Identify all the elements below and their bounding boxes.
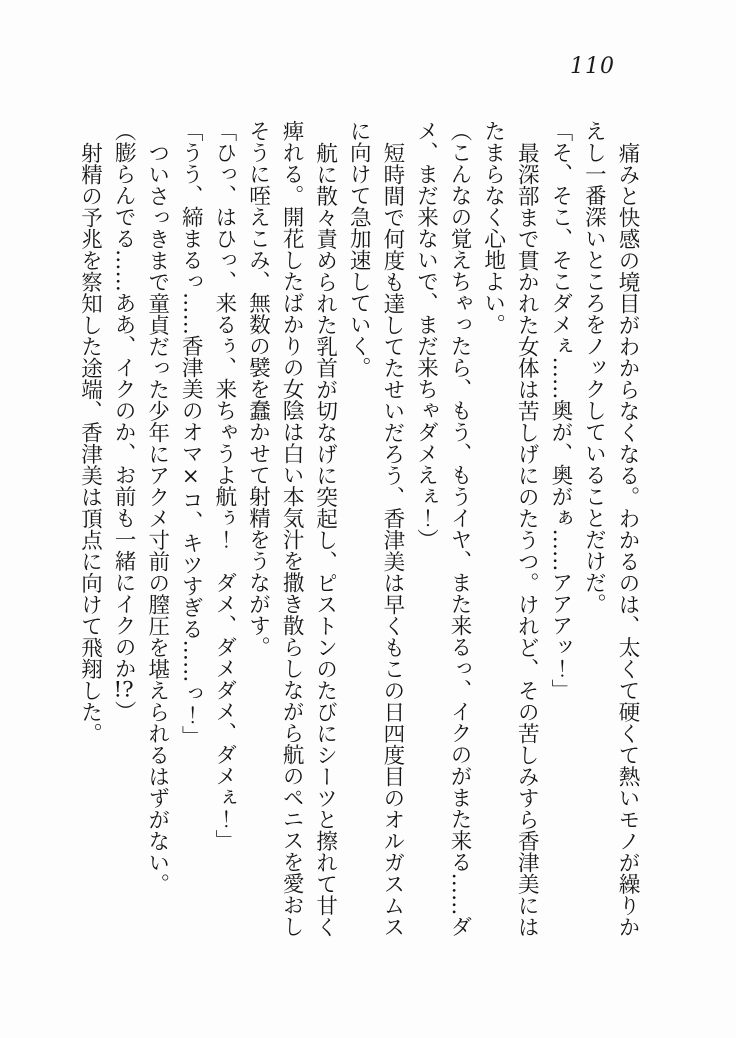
paragraph-dialogue-2: 「ひっ、はひっ、来るぅ、来ちゃうよ航ぅ！ ダメ、ダメダメ、ダメぇ！」 bbox=[211, 120, 237, 851]
paragraph-dialogue-3: 「うう、締まるっ……香津美のオマ×コ、キツすぎる……っ！」 bbox=[178, 120, 204, 747]
paragraph-narration-1: 痛みと快感の境目がわからなくなる。わかるのは、太くて硬くて熱いモノが繰りかえし一番深いところをノックしていることだけだ。 bbox=[581, 120, 640, 937]
text-block bbox=[73, 120, 644, 942]
paragraph-narration-4: 航に散々責められた乳首が切なげに突起し、ピストンのたびにシーツと擦れて甘く痺れる。開花したばかりの女陰は白い本気汁を撒き散らしながら航のペニスを愛おしそうに咥えこみ、無数の襞を蠢かせて射精をうながす。 bbox=[245, 120, 338, 937]
paragraph-narration-6: 射精の予兆を察知した途端、香津美は頂点に向けて飛翔した。 bbox=[77, 141, 103, 744]
paragraph-thought-2: （膨らんでる……ああ、イクのか、お前も一緒にイクのか!?） bbox=[111, 120, 137, 722]
page-number: 110 bbox=[570, 54, 615, 79]
paragraph-dialogue-1: 「そ、そこ、そこダメぇ……奥が、奥がぁ……アアアッ！」 bbox=[547, 120, 573, 701]
paragraph-thought-1: （こんなの覚えちゃったら、もう、もうイヤ、また来るっ、イクのがまた来る……ダメ、まだ来ないで、まだ来ちゃダメえぇ！） bbox=[413, 120, 473, 937]
paragraph-narration-2: 最深部まで貫かれた女体は苦しげにのたうつ。けれど、その苦しみすら香津美にはたまらなく心地よい。 bbox=[480, 120, 540, 937]
paragraph-narration-3: 短時間で何度も達してたせいだろう、香津美は早くもこの日四度目のオルガスムスに向けて急加速していく。 bbox=[346, 120, 405, 937]
tatechuyoko-exclamation-question: !? bbox=[113, 679, 134, 701]
paragraph-narration-5: ついさっきまで童貞だった少年にアクメ寸前の膣圧を堪えられるはずがない。 bbox=[144, 141, 170, 894]
